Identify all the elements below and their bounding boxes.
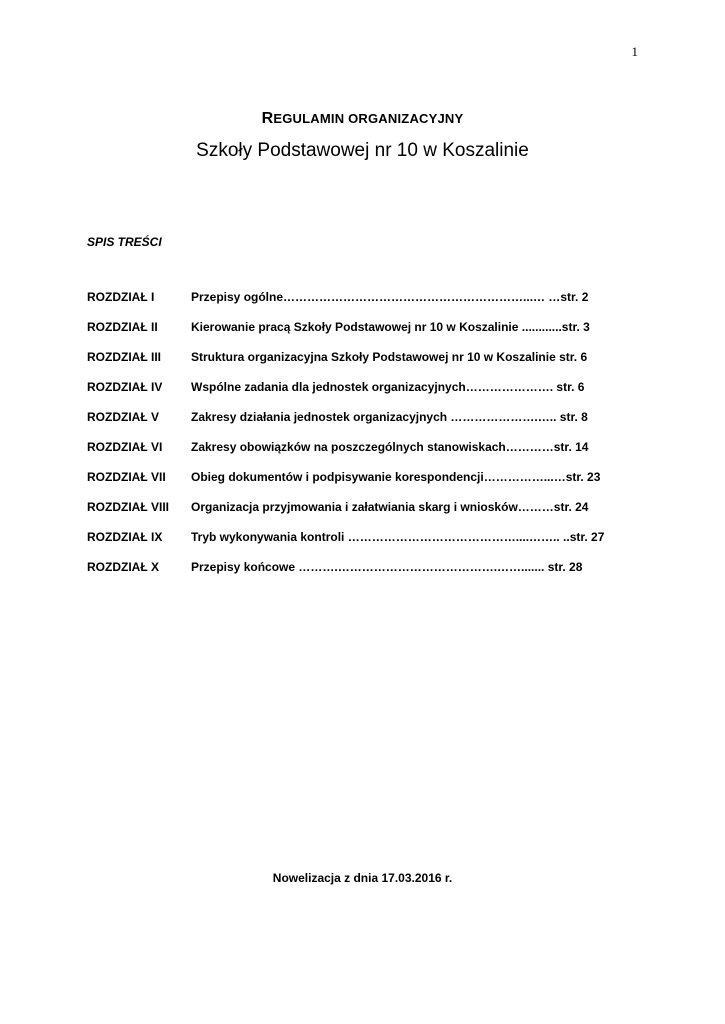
toc-entry: Struktura organizacyjna Szkoły Podstawowej nr 10 w Koszalinie str. 6 — [191, 350, 588, 364]
toc-chapter: ROZDZIAŁ III — [87, 350, 161, 364]
document-subtitle: Szkoły Podstawowej nr 10 w Koszalinie — [196, 140, 529, 161]
toc-chapter: ROZDZIAŁ VIII — [87, 500, 169, 514]
toc-row — [87, 402, 642, 432]
toc-entry: Przepisy końcowe ……….………………………………….……....... str. 28 — [191, 560, 583, 574]
toc-row — [87, 462, 642, 492]
toc-row — [87, 432, 642, 462]
toc-row — [87, 312, 642, 342]
toc-chapter: ROZDZIAŁ IV — [87, 380, 163, 394]
toc-chapter: ROZDZIAŁ X — [87, 560, 159, 574]
toc-chapter: ROZDZIAŁ I — [87, 290, 155, 304]
table-of-contents — [87, 282, 642, 582]
toc-entry: Przepisy ogólne……………………………………………………...… …str. 2 — [191, 290, 589, 304]
toc-chapter: ROZDZIAŁ IX — [87, 530, 163, 544]
toc-row — [87, 522, 642, 552]
toc-entry: Organizacja przyjmowania i załatwiania skarg i wniosków………str. 24 — [191, 500, 589, 514]
toc-chapter: ROZDZIAŁ II — [87, 320, 158, 334]
document-title: REGULAMIN ORGANIZACYJNY — [261, 110, 464, 127]
page-number: 1 — [631, 44, 638, 59]
toc-chapter: ROZDZIAŁ V — [87, 410, 159, 424]
toc-entry: Obieg dokumentów i podpisywanie korespondencji……………...…str. 23 — [191, 470, 601, 484]
toc-entry: Zakresy obowiązków na poszczególnych stanowiskach…………str. 14 — [191, 440, 589, 454]
toc-row — [87, 372, 642, 402]
toc-entry: Tryb wykonywania kontroli ……………………………………....…….. ..str. 27 — [191, 530, 605, 544]
toc-heading: SPIS TREŚCI — [87, 235, 162, 249]
toc-entry: Wspólne zadania dla jednostek organizacyjnych…………………. str. 6 — [191, 380, 585, 394]
toc-entry: Zakresy działania jednostek organizacyjnych ………………….….. str. 8 — [191, 410, 588, 424]
toc-row — [87, 492, 642, 522]
toc-row — [87, 342, 642, 372]
toc-chapter: ROZDZIAŁ VII — [87, 470, 166, 484]
toc-row — [87, 282, 642, 312]
revision-note: Nowelizacja z dnia 17.03.2016 r. — [272, 871, 453, 885]
toc-row — [87, 552, 642, 582]
toc-chapter: ROZDZIAŁ VI — [87, 440, 163, 454]
toc-entry: Kierowanie pracą Szkoły Podstawowej nr 10 w Koszalinie ............str. 3 — [191, 320, 590, 334]
title-block — [0, 110, 725, 162]
